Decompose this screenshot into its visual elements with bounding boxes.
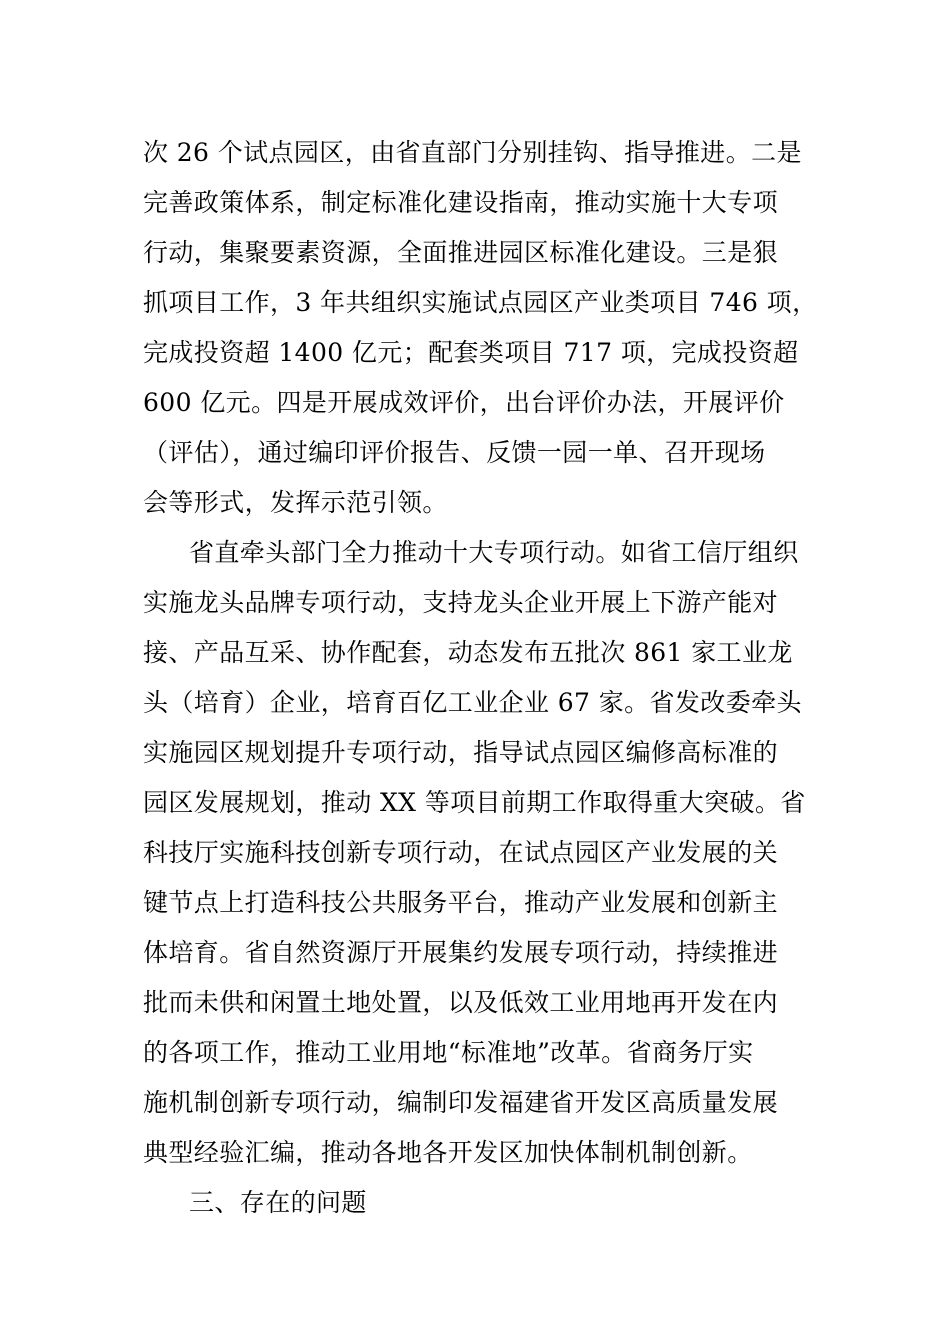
text-line: 次 26 个试点园区，由省直部门分别挂钩、指导推进。二是: [143, 138, 802, 167]
text-line: 接、产品互采、协作配套，动态发布五批次 861 家工业龙: [143, 638, 793, 667]
text-line: （评估），通过编印评价报告、反馈一园一单、召开现场: [143, 438, 766, 467]
text-line: 会等形式，发挥示范引领。: [143, 488, 448, 517]
text-line: 抓项目工作，3 年共组织实施试点园区产业类项目 746 项，: [143, 288, 818, 317]
text-line: 实施园区规划提升专项行动，指导试点园区编修高标准的: [143, 738, 779, 767]
paragraph-measures-summary: [143, 128, 843, 528]
text-line: 批而未供和闲置土地处置，以及低效工业用地再开发在内: [143, 988, 779, 1017]
section-heading: 三、存在的问题: [189, 1188, 367, 1217]
document-body: [143, 128, 843, 1228]
text-line: 科技厅实施科技创新专项行动，在试点园区产业发展的关: [143, 838, 779, 867]
text-line: 600 亿元。四是开展成效评价，出台评价办法，开展评价: [143, 388, 785, 417]
text-line: 省直牵头部门全力推动十大专项行动。如省工信厅组织: [189, 538, 799, 567]
text-line: 施机制创新专项行动，编制印发福建省开发区高质量发展: [143, 1088, 779, 1117]
text-line: 头（培育）企业，培育百亿工业企业 67 家。省发改委牵头: [143, 688, 802, 717]
text-line: 的各项工作，推动工业用地“标准地”改革。省商务厅实: [143, 1038, 754, 1067]
text-line: 体培育。省自然资源厅开展集约发展专项行动，持续推进: [143, 938, 779, 967]
text-line: 键节点上打造科技公共服务平台，推动产业发展和创新主: [143, 888, 779, 917]
text-line: 园区发展规划，推动 XX 等项目前期工作取得重大突破。省: [143, 788, 806, 817]
text-line: 典型经验汇编，推动各地各开发区加快体制机制创新。: [143, 1138, 753, 1167]
text-line: 行动，集聚要素资源，全面推进园区标准化建设。三是狠: [143, 238, 779, 267]
paragraph-special-actions: [143, 528, 843, 1178]
text-line: 实施龙头品牌专项行动，支持龙头企业开展上下游产能对: [143, 588, 779, 617]
text-line: 完成投资超 1400 亿元；配套类项目 717 项，完成投资超: [143, 338, 799, 367]
text-line: 完善政策体系，制定标准化建设指南，推动实施十大专项: [143, 188, 779, 217]
